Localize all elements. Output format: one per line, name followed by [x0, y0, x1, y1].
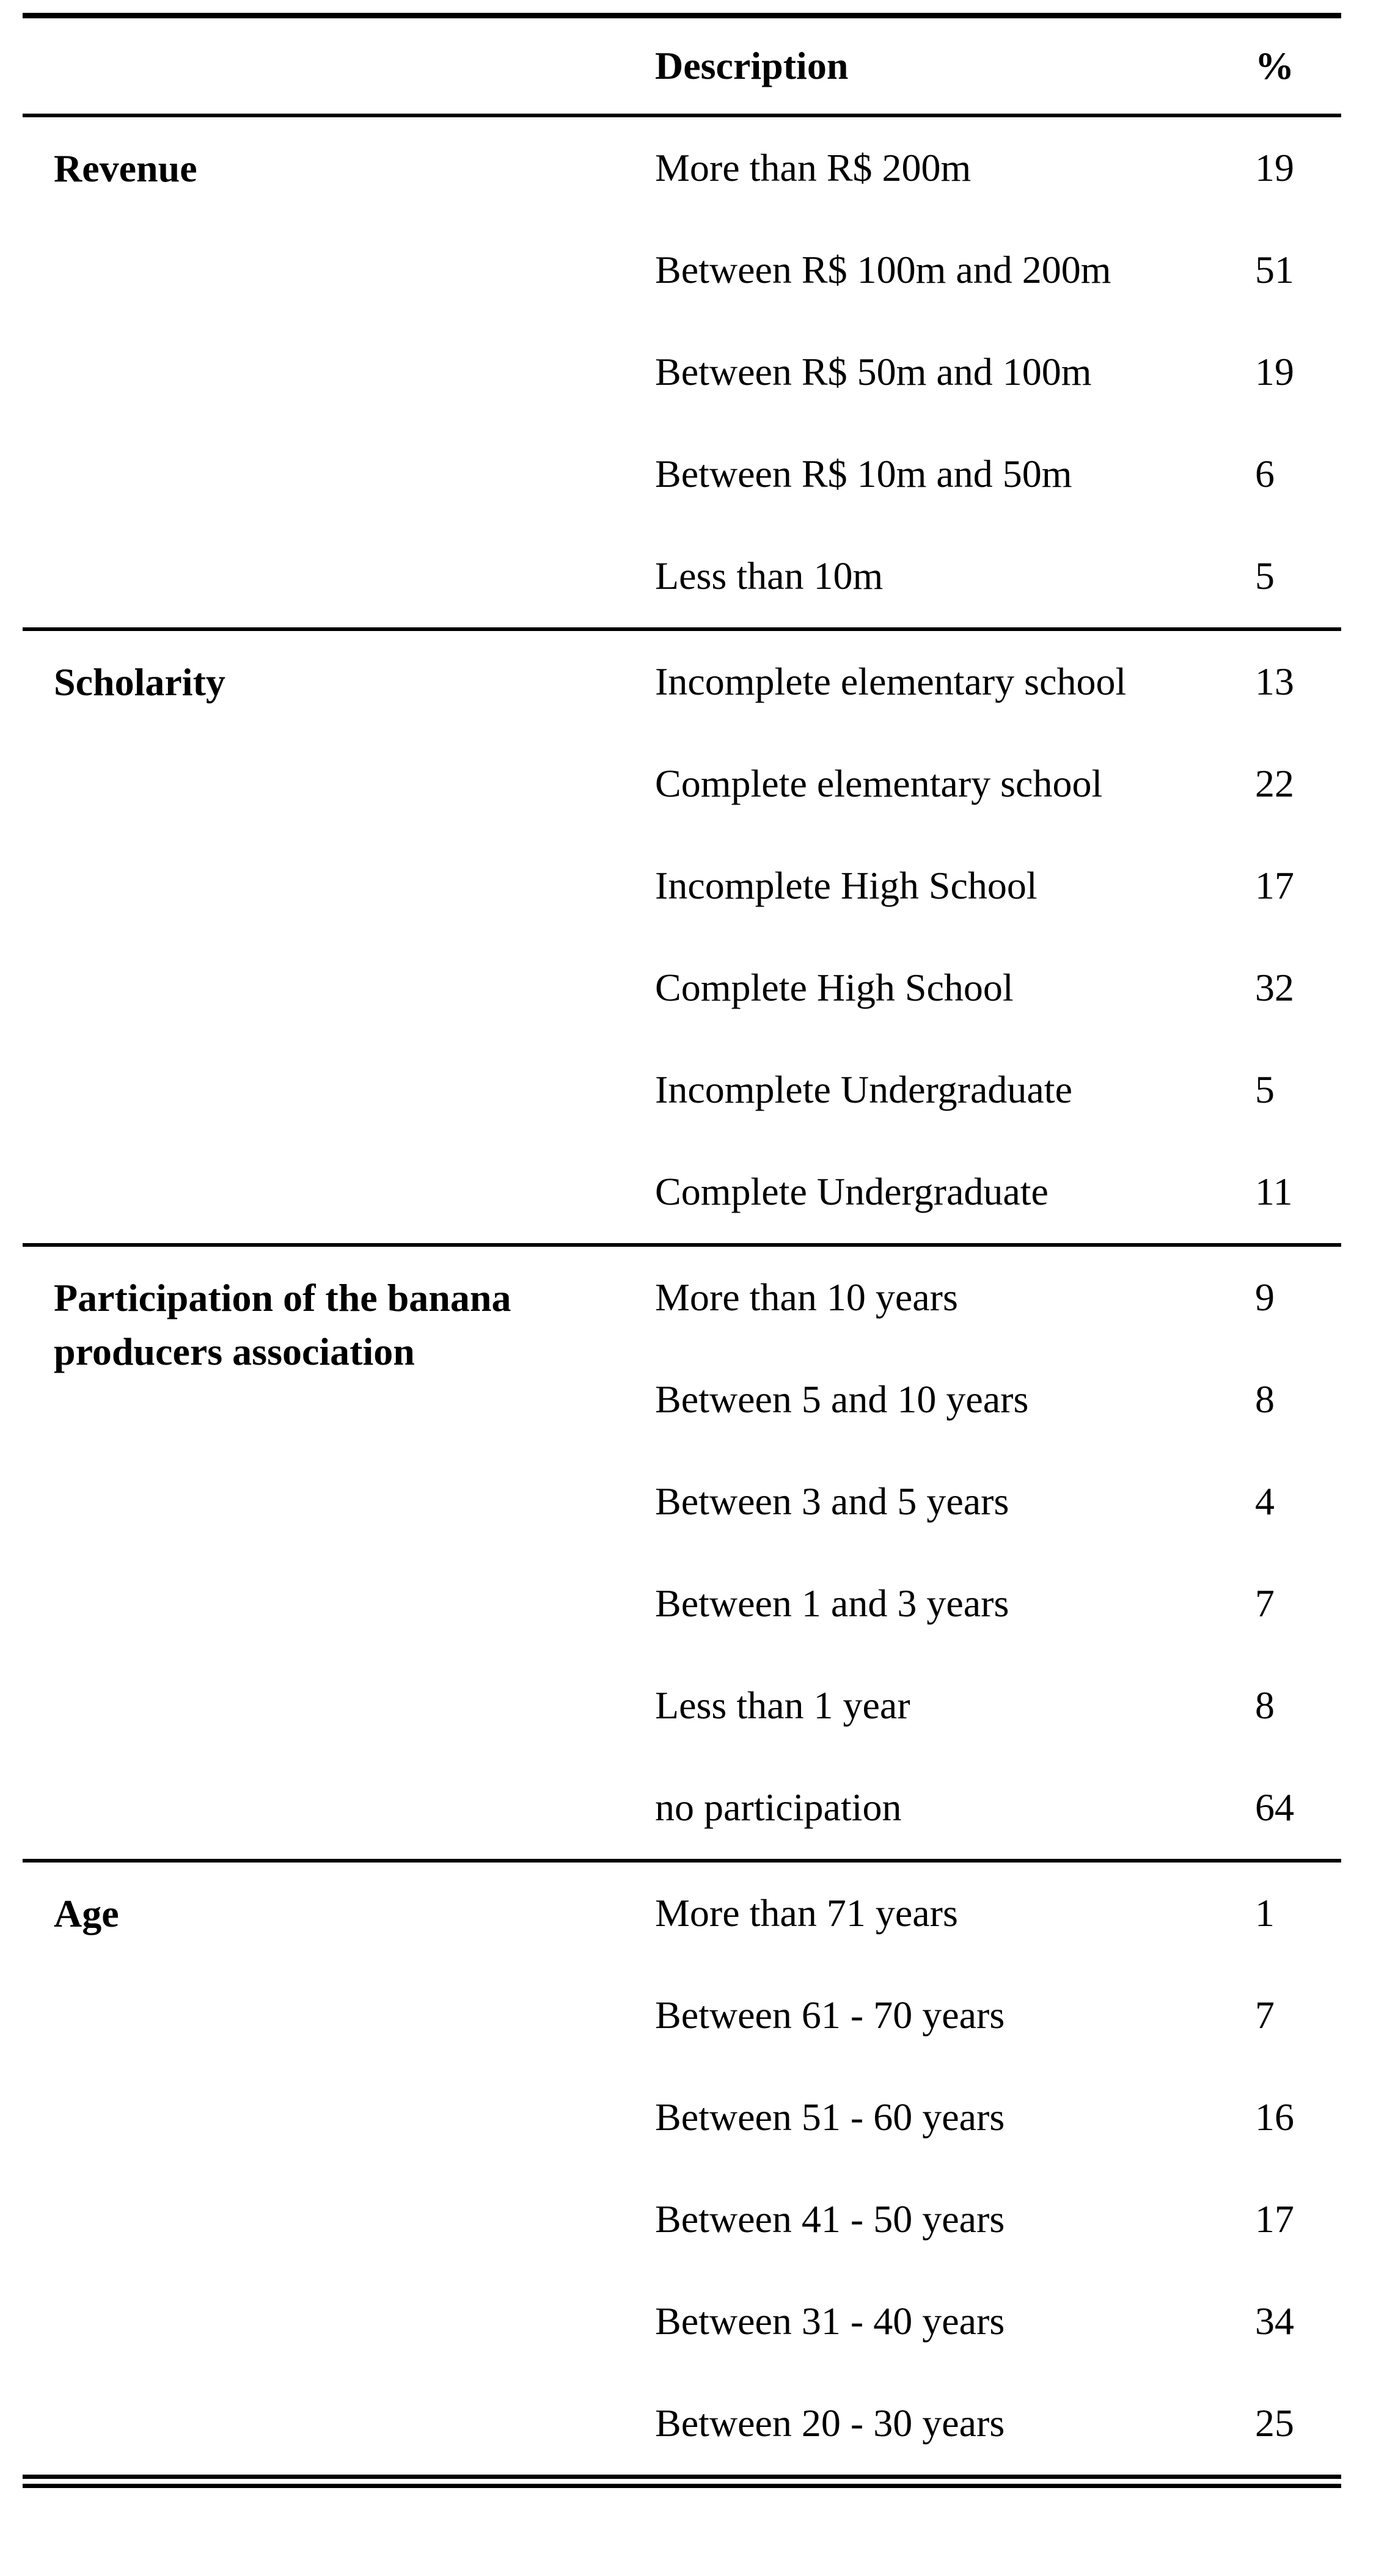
table-row [23, 1245, 1341, 1349]
description-cell: More than 10 years [655, 1245, 1255, 1349]
description-cell: Incomplete elementary school [655, 629, 1255, 733]
percent-cell: 17 [1255, 864, 1294, 907]
category-cell: Scholarity [23, 629, 655, 1245]
description-cell: More than 71 years [655, 1861, 1255, 1965]
percent-cell: 5 [1255, 1068, 1275, 1111]
percent-cell: 22 [1255, 762, 1294, 805]
description-cell: Between 20 - 30 years [655, 2401, 1005, 2445]
percent-cell: 5 [1255, 554, 1275, 597]
demographics-table-wrapper [23, 13, 1341, 2488]
demographics-table [23, 18, 1341, 2475]
header-row [23, 18, 1341, 115]
category-cell: Revenue [23, 115, 655, 629]
description-cell: Less than 10m [655, 554, 884, 597]
description-cell: Between R$ 100m and 200m [655, 248, 1111, 291]
percent-cell: 7 [1255, 1582, 1275, 1625]
table-row [23, 115, 1341, 219]
percent-cell: 8 [1255, 1684, 1275, 1727]
percent-cell: 6 [1255, 452, 1275, 495]
percent-cell: 13 [1255, 629, 1341, 733]
description-cell: Less than 1 year [655, 1684, 910, 1727]
percent-cell: 19 [1255, 115, 1341, 219]
percent-cell: 7 [1255, 1993, 1275, 2037]
percent-cell: 1 [1255, 1861, 1341, 1965]
category-cell: Age [23, 1861, 655, 2475]
description-cell: Complete Undergraduate [655, 1170, 1048, 1213]
percent-cell: 34 [1255, 2299, 1294, 2343]
percent-cell: 4 [1255, 1480, 1275, 1523]
description-cell: Incomplete High School [655, 864, 1038, 907]
description-cell: Between 31 - 40 years [655, 2299, 1005, 2343]
percent-cell: 17 [1255, 2197, 1294, 2241]
description-cell: Complete elementary school [655, 762, 1103, 805]
percent-cell: 8 [1255, 1377, 1275, 1421]
description-cell: Between R$ 50m and 100m [655, 350, 1092, 393]
percent-cell: 19 [1255, 350, 1294, 393]
header-percent-cell: % [1255, 18, 1341, 115]
category-cell: Participation of the banana producers association [23, 1245, 655, 1861]
percent-cell: 16 [1255, 2095, 1294, 2139]
description-cell: Between 5 and 10 years [655, 1377, 1029, 1421]
description-cell: Between 61 - 70 years [655, 1993, 1005, 2037]
table-row [23, 629, 1341, 733]
description-cell: Incomplete Undergraduate [655, 1068, 1072, 1111]
description-cell: Between 51 - 60 years [655, 2095, 1005, 2139]
header-category-cell [23, 18, 655, 115]
percent-cell: 11 [1255, 1170, 1293, 1213]
percent-cell: 25 [1255, 2401, 1294, 2445]
description-cell: Between 41 - 50 years [655, 2197, 1005, 2241]
table-header [23, 18, 1341, 115]
description-cell: no participation [655, 1786, 902, 1829]
table-row [23, 1861, 1341, 1965]
percent-cell: 32 [1255, 966, 1294, 1009]
table-body [23, 115, 1341, 2475]
percent-cell: 64 [1255, 1786, 1294, 1829]
description-cell: Between 1 and 3 years [655, 1582, 1009, 1625]
percent-cell: 9 [1255, 1245, 1341, 1349]
description-cell: More than R$ 200m [655, 115, 1255, 219]
percent-cell: 51 [1255, 248, 1294, 291]
description-cell: Between 3 and 5 years [655, 1480, 1009, 1523]
description-cell: Complete High School [655, 966, 1014, 1009]
header-description-cell: Description [655, 18, 1255, 115]
description-cell: Between R$ 10m and 50m [655, 452, 1072, 495]
